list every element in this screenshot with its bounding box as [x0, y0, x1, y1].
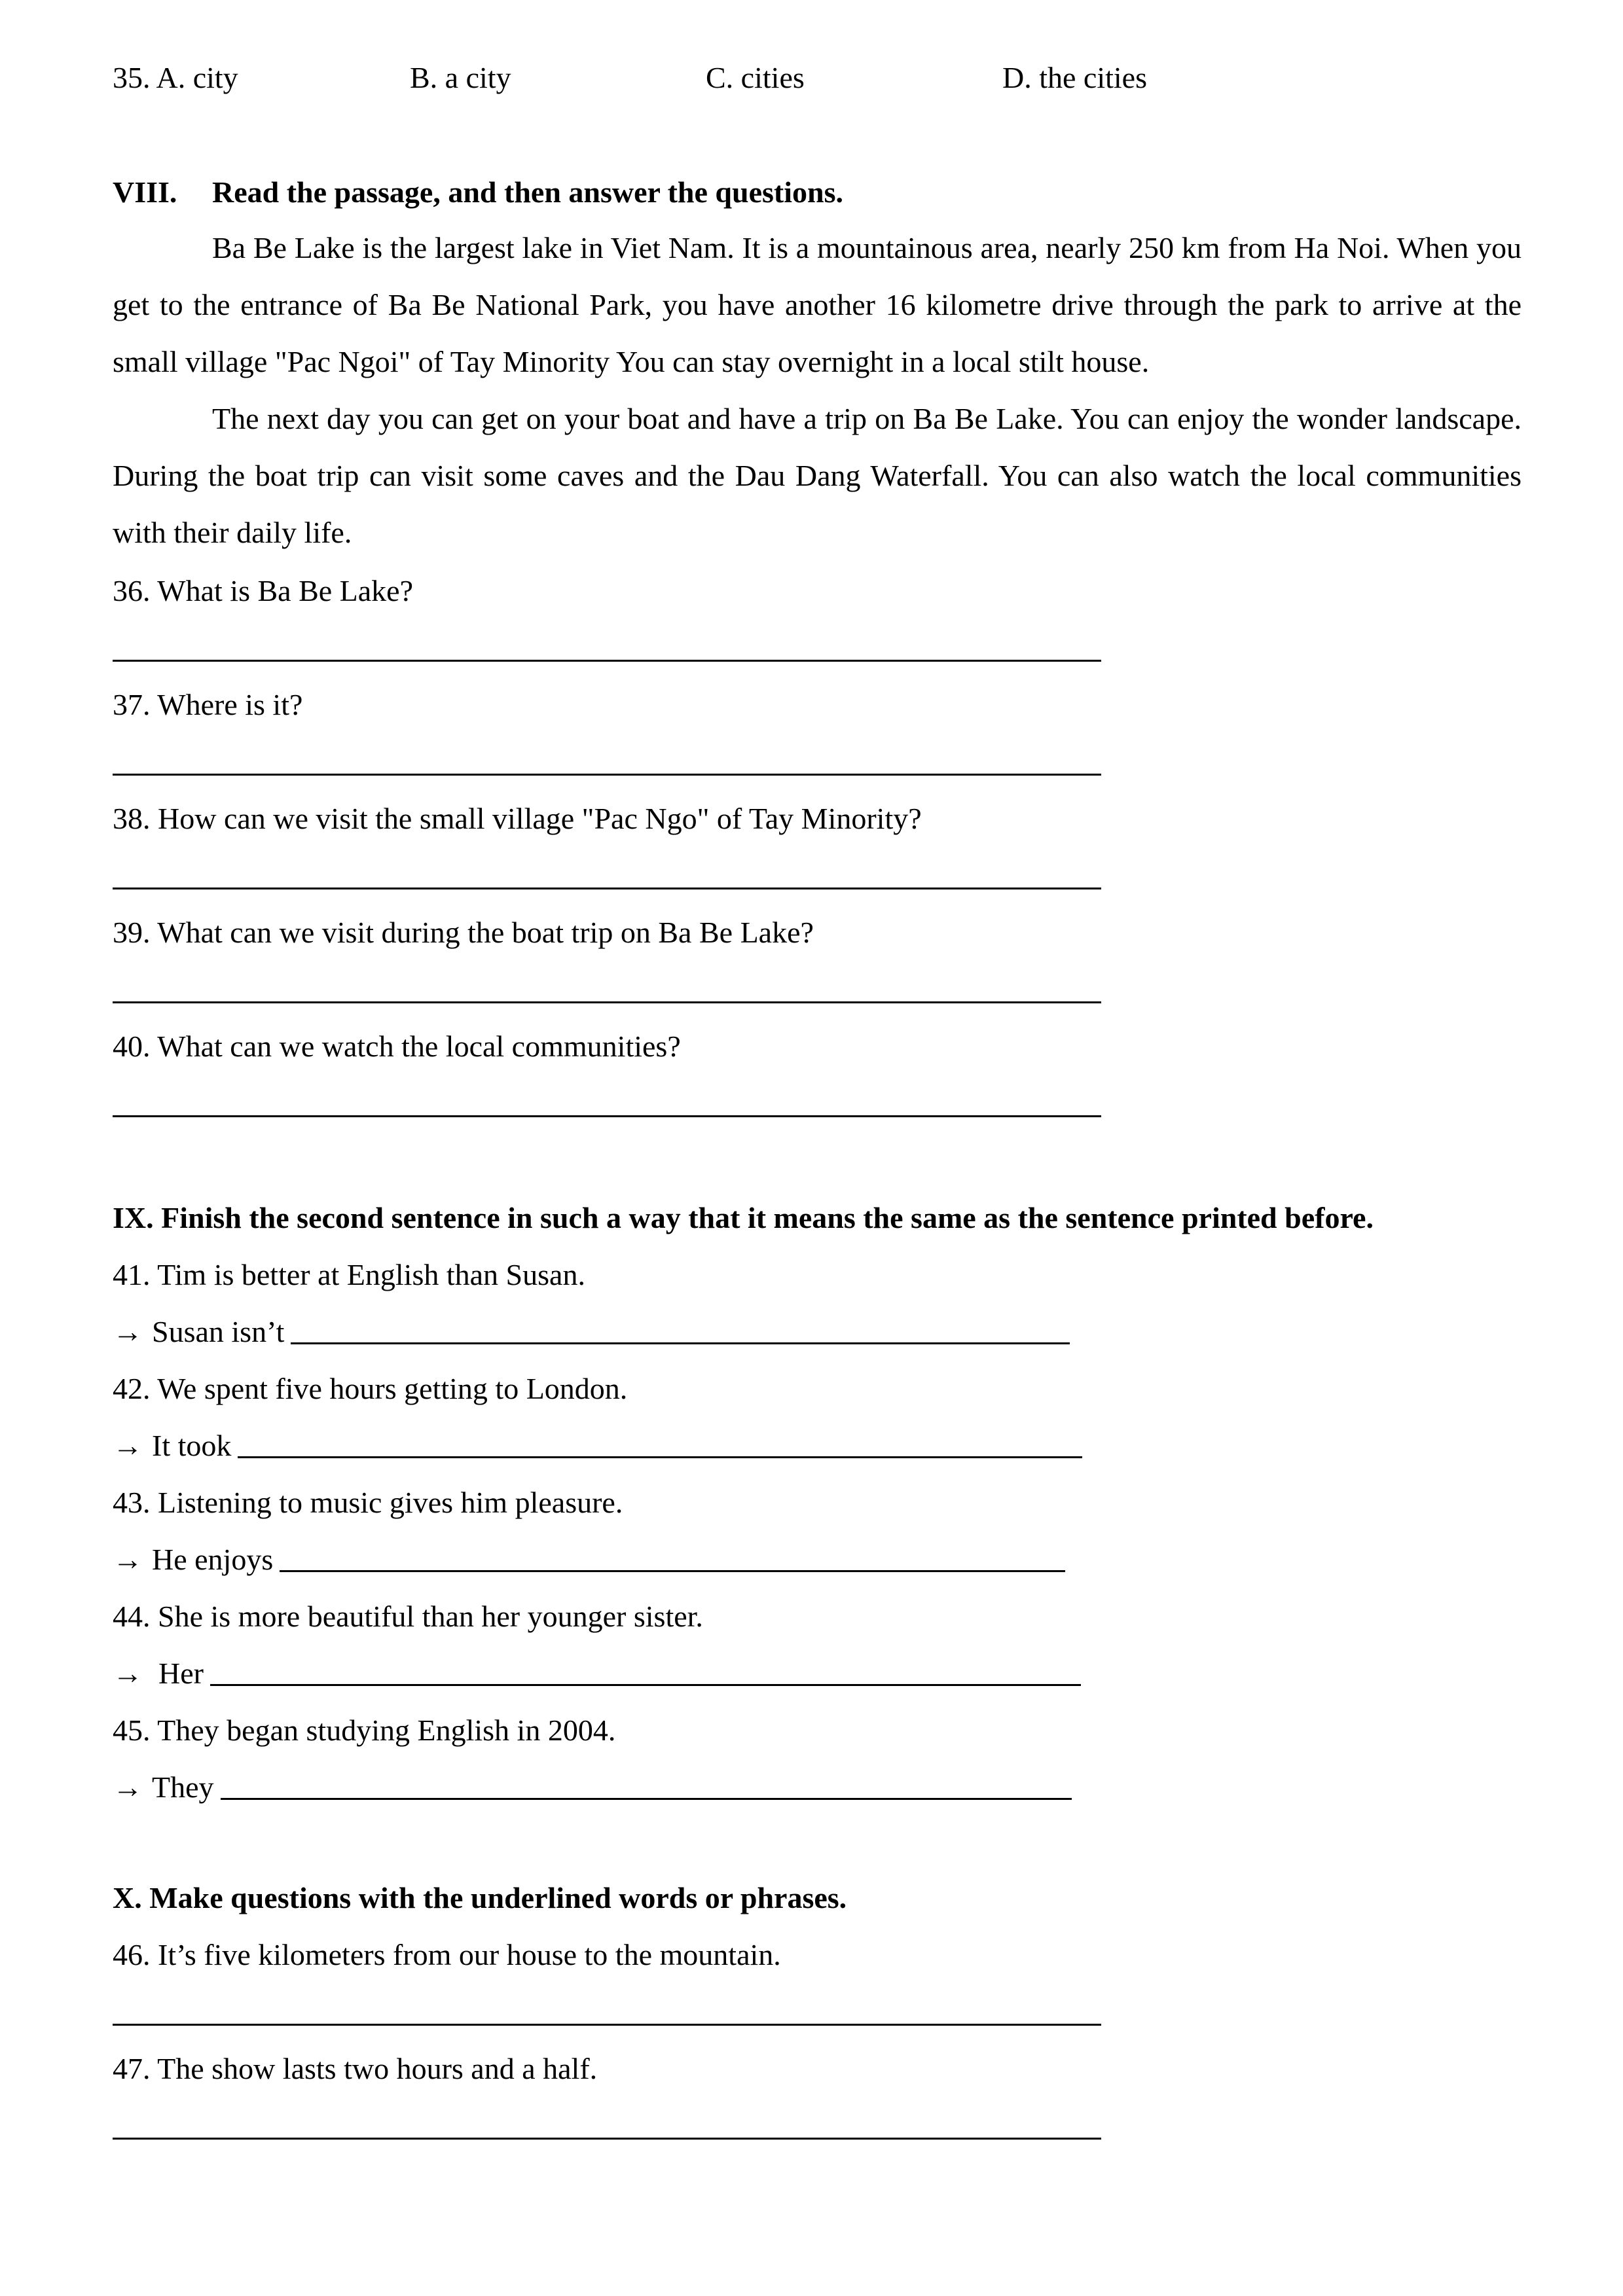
rewrite-45	[113, 1772, 1072, 1803]
sentence-43: 43. Listening to music gives him pleasure.	[113, 1486, 623, 1519]
section-8-numeral: VIII.	[113, 175, 177, 209]
q35-option-d: D. the cities	[1002, 61, 1147, 94]
answer-line-39[interactable]	[113, 1001, 1101, 1003]
answer-line-40[interactable]	[113, 1115, 1101, 1117]
rewrite-43	[113, 1545, 1065, 1575]
answer-line-46[interactable]	[113, 2024, 1101, 2026]
prompt-44: Her	[158, 1657, 204, 1690]
q35-option-a: 35. A. city	[113, 61, 238, 94]
answer-line-43[interactable]	[280, 1570, 1065, 1572]
sentence-44: 44. She is more beautiful than her younger sister.	[113, 1600, 703, 1633]
question-46: 46. It’s five kilometers from our house to the mountain.	[113, 1938, 781, 1971]
arrow-icon: →	[113, 1429, 143, 1462]
section-8-heading	[113, 175, 844, 209]
passage-paragraph-1: Ba Be Lake is the largest lake in Viet Nam. It is a mountainous area, nearly 250 km from Ha Noi. When you get to the entrance of Ba Be National Park, you have another 16 kilometre drive through the park to arrive at the small village "Pac Ngoi" of Tay Minority You can stay overnight in a local stilt house.	[113, 231, 1522, 378]
q35-option-c: C. cities	[706, 61, 805, 94]
prompt-42: It took	[152, 1429, 232, 1462]
sentence-42: 42. We spent five hours getting to London.	[113, 1372, 628, 1405]
arrow-icon: →	[113, 1315, 143, 1348]
answer-line-41[interactable]	[291, 1342, 1070, 1344]
prompt-43: He enjoys	[152, 1543, 274, 1576]
question-47: 47. The show lasts two hours and a half.	[113, 2052, 598, 2085]
q35-number: 35.	[113, 61, 151, 94]
answer-line-36[interactable]	[113, 660, 1101, 662]
question-40: 40. What can we watch the local communities?	[113, 1030, 681, 1063]
section-10-heading: X. Make questions with the underlined words or phrases.	[113, 1881, 847, 1914]
arrow-icon: →	[113, 1657, 143, 1690]
answer-line-44[interactable]	[210, 1684, 1081, 1686]
question-38: 38. How can we visit the small village "Pac Ngo" of Tay Minority?	[113, 802, 922, 835]
rewrite-42	[113, 1431, 1082, 1461]
question-39: 39. What can we visit during the boat trip on Ba Be Lake?	[113, 916, 814, 949]
sentence-41: 41. Tim is better at English than Susan.	[113, 1258, 585, 1291]
answer-line-47[interactable]	[113, 2138, 1101, 2140]
prompt-45: They	[152, 1770, 214, 1804]
prompt-41: Susan isn’t	[152, 1315, 285, 1348]
sentence-45: 45. They began studying English in 2004.	[113, 1713, 616, 1747]
answer-line-45[interactable]	[221, 1798, 1072, 1800]
rewrite-44	[113, 1659, 1081, 1689]
question-36: 36. What is Ba Be Lake?	[113, 574, 414, 607]
answer-line-38[interactable]	[113, 888, 1101, 889]
q35-option-b: B. a city	[410, 61, 511, 94]
section-8-title: Read the passage, and then answer the questions.	[212, 175, 844, 209]
arrow-icon: →	[113, 1770, 143, 1804]
question-37: 37. Where is it?	[113, 688, 303, 721]
passage-paragraph-2: The next day you can get on your boat and have a trip on Ba Be Lake. You can enjoy the wonder landscape. During the boat trip can visit some caves and the Dau Dang Waterfall. You can also watch the local communities with their daily life.	[113, 402, 1522, 549]
section-9-heading: IX. Finish the second sentence in such a way that it means the same as the sentence printed before.	[113, 1201, 1374, 1234]
answer-line-37[interactable]	[113, 774, 1101, 776]
rewrite-41	[113, 1317, 1070, 1347]
arrow-icon: →	[113, 1543, 143, 1576]
answer-line-42[interactable]	[238, 1456, 1082, 1458]
